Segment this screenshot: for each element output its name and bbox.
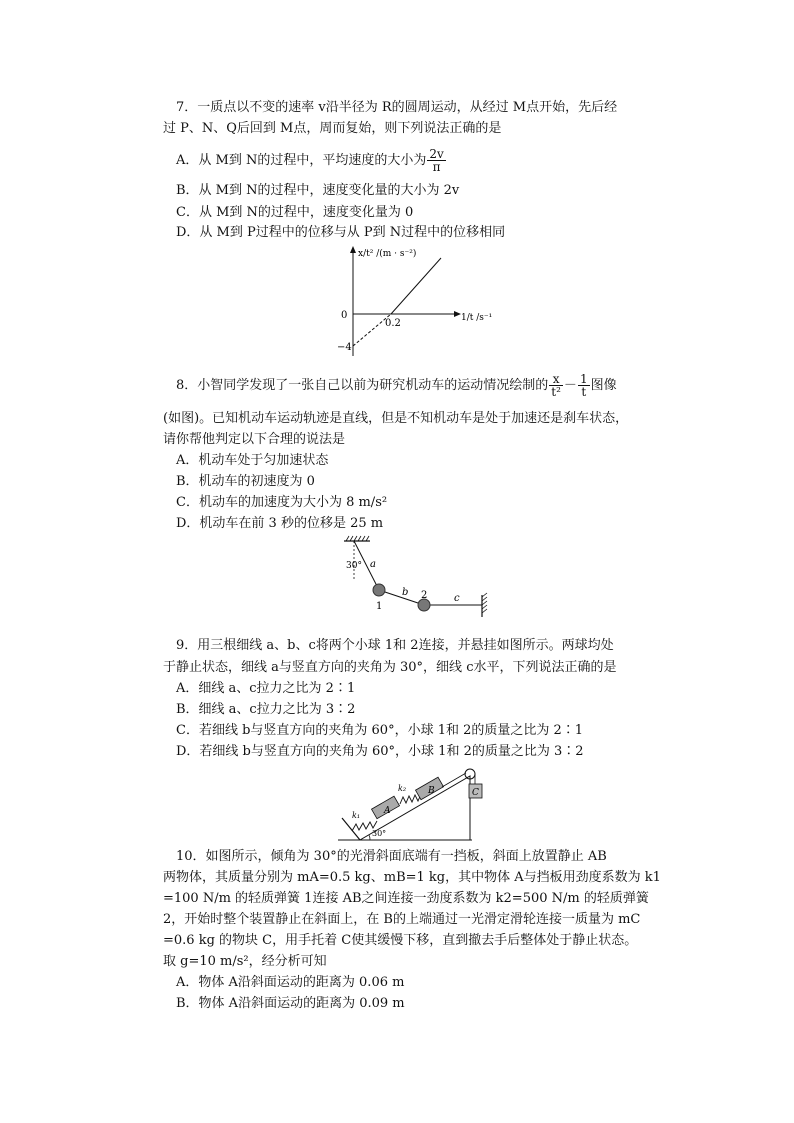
frac-numerator: x — [549, 373, 563, 386]
q8-stem-line1 — [176, 373, 617, 398]
frac-numerator: 1 — [579, 372, 588, 386]
y-axis-label: x/t² /(m · s⁻²) — [358, 249, 417, 259]
q10-stem-line5: =0.6 kg 的物块 C，用手托着 C使其缓慢下移，直到撤去手后整体处于静止状态。 — [163, 933, 638, 948]
q8-stem-line3: 请你帮他判定以下合理的说法是 — [163, 432, 346, 447]
q8-option-d: D．机动车在前 3 秒的位移是 25 m — [176, 516, 384, 531]
ball-2-label: 2 — [421, 590, 428, 601]
q7-option-a-fraction — [427, 148, 445, 173]
q9-stem-line1: 9．用三根细线 a、b、c将两个小球 1和 2连接，并悬挂如图所示。两球均处 — [176, 638, 614, 653]
q10-option-a: A．物体 A沿斜面运动的距离为 0.06 m — [176, 975, 405, 990]
x-axis-arrow-icon — [454, 311, 461, 317]
q8-dash: － — [563, 378, 577, 393]
y-axis-arrow-icon — [350, 246, 356, 253]
q7-option-d: D．从 M到 P过程中的位移与从 P到 N过程中的位移相同 — [176, 225, 506, 240]
q8-fraction-x-t2 — [549, 373, 563, 398]
q8-stem-text: 8．小智同学发现了一张自己以前为研究机动车的运动情况绘制的 — [176, 378, 549, 393]
k1-label: k₁ — [352, 811, 361, 820]
ball-1 — [373, 584, 385, 596]
baffle — [342, 818, 360, 840]
q7-option-b: B．从 M到 N的过程中，速度变化量的大小为 2v — [176, 183, 460, 198]
graph-x-over-t2-vs-inverse-t — [325, 244, 495, 364]
angle-label: 30° — [372, 829, 387, 838]
angle-label: 30° — [346, 561, 362, 571]
string-a-label: a — [370, 559, 376, 570]
q7-option-a-text: A．从 M到 N的过程中，平均速度的大小为 — [176, 153, 427, 168]
q10-stem-line6: 取 g=10 m/s²，经分析可知 — [163, 954, 327, 969]
block-c-label: C — [472, 788, 479, 798]
q10-stem-line2: 两物体，其质量分别为 mA=0.5 kg、mB=1 kg，其中物体 A与挡板用劲度系数为 k1 — [163, 870, 661, 885]
frac-denominator: t — [581, 385, 587, 399]
q10-stem-line3: =100 N/m 的轻质弹簧 1连接 AB之间连接一劲度系数为 k2=500 N/m 的轻质弹簧 — [163, 891, 649, 906]
ball-1-label: 1 — [376, 601, 383, 612]
q7-stem-line1: 7．一质点以不变的速率 v沿半径为 R的圆周运动，从经过 M点开始，先后经 — [176, 100, 618, 115]
k2-label: k₂ — [398, 784, 407, 793]
q10-stem-line1: 10．如图所示，倾角为 30°的光滑斜面底端有一挡板，斜面上放置静止 AB — [176, 849, 607, 864]
q9-option-c: C．若细线 b与竖直方向的夹角为 60°，小球 1和 2的质量之比为 2∶1 — [176, 723, 584, 738]
q9-option-d: D．若细线 b与竖直方向的夹角为 60°，小球 1和 2的质量之比为 3∶2 — [176, 744, 584, 759]
hanging-balls-figure — [338, 533, 498, 617]
wall-hatch — [482, 593, 487, 613]
q7-option-a — [176, 148, 447, 173]
frac-numerator: 2v — [429, 147, 444, 161]
data-line — [391, 258, 441, 314]
q9-option-b: B．细线 a、c拉力之比为 3∶2 — [176, 702, 356, 717]
q8-option-c: C．机动车的加速度为大小为 8 m/s² — [176, 495, 388, 510]
q8-stem-suffix: 图像 — [590, 378, 617, 393]
y-tick-label: −4 — [337, 342, 352, 353]
x-axis-label: 1/t /s⁻¹ — [461, 313, 493, 323]
angle-arc — [369, 835, 370, 840]
q10-stem-line4: 2，开始时整个装置静止在斜面上，在 B的上端通过一光滑定滑轮连接一质量为 mC — [163, 912, 641, 927]
q8-stem-line2: (如图)。已知机动车运动轨迹是直线，但是不知机动车是处于加速还是刹车状态， — [163, 411, 629, 426]
q8-option-a: A．机动车处于匀加速状态 — [176, 453, 329, 468]
incline-spring-figure — [338, 762, 500, 842]
x-tick-label: 0.2 — [385, 318, 401, 329]
ceiling-hatch — [346, 536, 369, 541]
q8-option-b: B．机动车的初速度为 0 — [176, 474, 315, 489]
string-b-label: b — [402, 587, 409, 598]
spring-2 — [400, 794, 421, 804]
q9-option-a: A．细线 a、c拉力之比为 2∶1 — [176, 681, 356, 696]
q7-option-c: C．从 M到 N的过程中，速度变化量为 0 — [176, 205, 414, 220]
q10-option-b: B．物体 A沿斜面运动的距离为 0.09 m — [176, 996, 405, 1011]
block-a-label: A — [384, 806, 391, 816]
origin-label: 0 — [341, 310, 348, 321]
block-b-label: B — [428, 786, 435, 796]
q9-stem-line2: 于静止状态，细线 a与竖直方向的夹角为 30°，细线 c水平，下列说法正确的是 — [163, 660, 617, 675]
frac-denominator: t² — [551, 385, 561, 399]
frac-denominator: π — [432, 160, 441, 174]
q8-fraction-1-t — [578, 373, 590, 398]
string-c-label: c — [454, 593, 460, 604]
q7-stem-line2: 过 P、N、Q后回到 M点，周而复始，则下列说法正确的是 — [163, 121, 502, 136]
